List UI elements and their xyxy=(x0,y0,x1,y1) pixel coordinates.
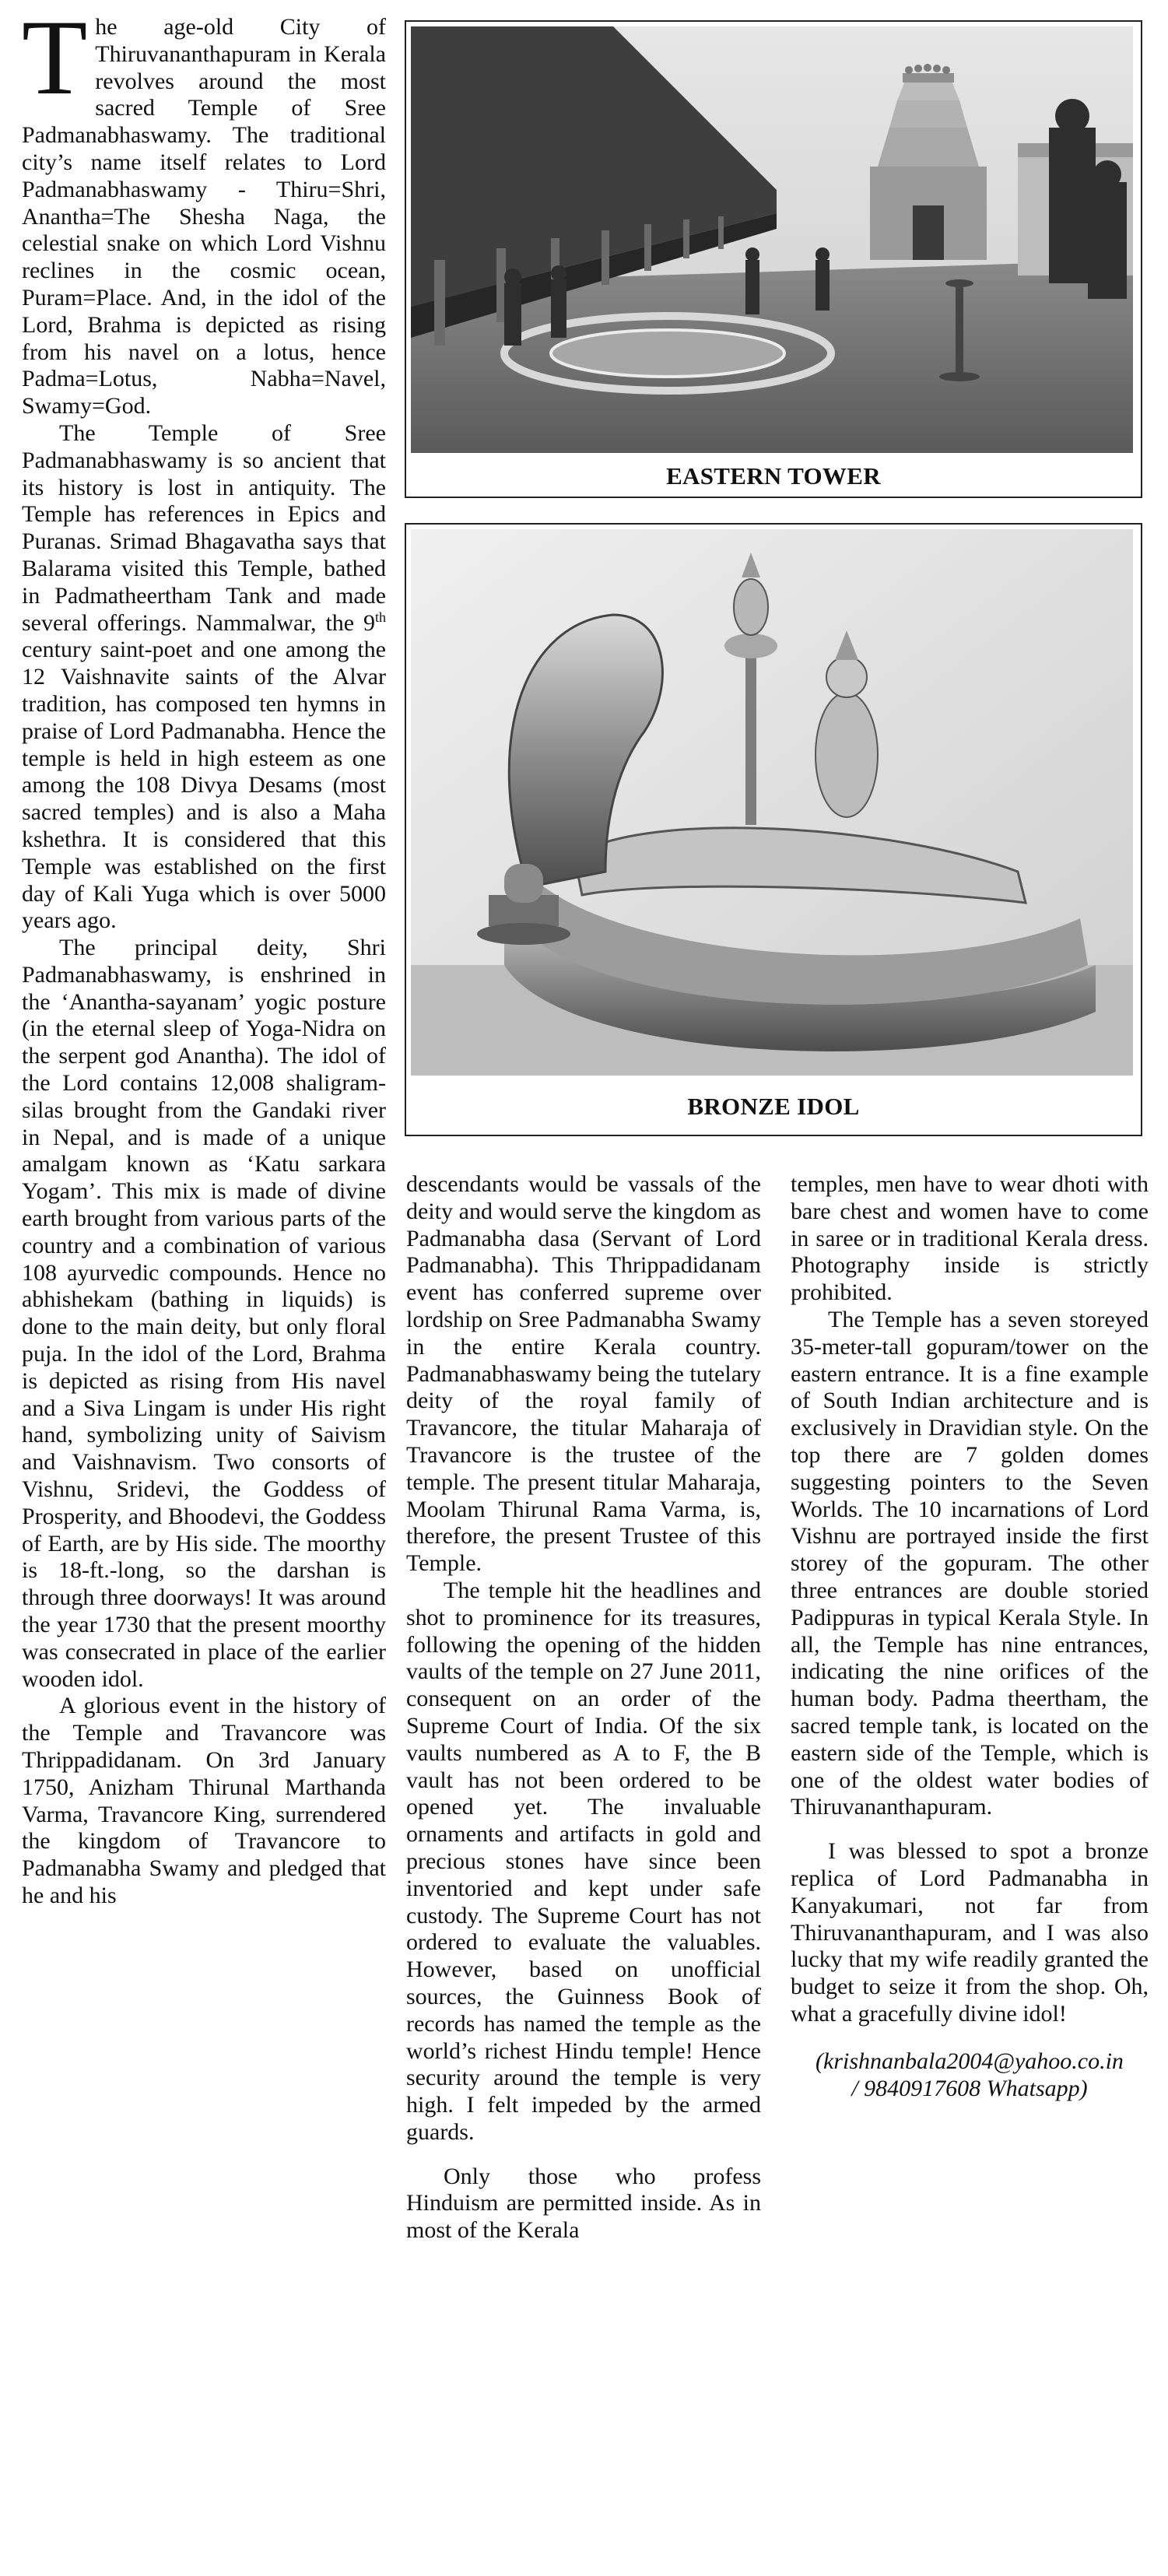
article-column-3 xyxy=(791,1171,1149,2102)
superscript-th: th xyxy=(374,609,386,625)
author-email: (krishnanbala2004@yahoo.co.in xyxy=(815,2048,1124,2074)
author-phone: / 9840917608 Whatsapp) xyxy=(851,2075,1088,2101)
paragraph-entry-rules: Only those who profess Hinduism are permitted inside. As in most of the Kerala xyxy=(406,2163,761,2244)
eastern-tower-figure xyxy=(405,20,1142,498)
paragraph-treasures: The temple hit the headlines and shot to prominence for its treasures, following the opening of the hidden vaults of the temple on 27 June 2011, consequent on an order of the Supreme Court of India. Of the six vaults numbered as A to F, the B vault has not been ordered to be opened yet. The invaluable ornaments and artifacts in gold and precious stones have since been inventoried and kept under safe custody. The Supreme Court has not ordered to evaluate the valuables. However, based on unofficial sources, the Guinness Book of records has named the temple as the world’s richest Hindu temple! Hence security around the temple is very high. I felt impeded by the armed guards. xyxy=(406,1577,761,2145)
drop-cap: T xyxy=(22,0,88,117)
eastern-tower-caption: EASTERN TOWER xyxy=(666,462,881,490)
paragraph-dress-code: temples, men have to wear dhoti with bare chest and women have to come in saree or in traditional Kerala dress. Photography inside is strictly prohibited. xyxy=(791,1171,1149,1306)
paragraph-principal-deity: The principal deity, Shri Padmanabhaswamy, is enshrined in the ‘Anantha-sayanam’ yogic posture (in the eternal sleep of Yoga-Nidra on the serpent god Anantha). The idol of the Lord contains 12,008 shaligram-silas brought from the Gandaki river in Nepal, and is made of a unique amalgam known as ‘Katu sarkara Yogam’. This mix is made of divine earth brought from various parts of the country and a combination of various 108 ayurvedic compounds. Hence no abhishekam (bathing in liquids) is done to the main deity, but only floral puja. In the idol of the Lord, Brahma is depicted as rising from His navel and a Siva Lingam is under His right hand, symbolizing unity of Saivism and Vaishnavism. Two consorts of Vishnu, Sridevi, the Goddess of Prosperity, and Bhoodevi, the Goddess of Earth, are by His side. The moorthy is 18-ft.-long, so the darshan is through three doorways! It was around the year 1730 that the present moorthy was consecrated in place of the earlier wooden idol. xyxy=(22,935,386,1692)
paragraph-antiquity-text-a: The Temple of Sree Padmanabhaswamy is so ancient that its history is lost in antiquity. The Temple has references in Epics and Puranas. Srimad Bhagavatha says that Balarama visited this Temple, bathed in Padmatheertham Tank and made several offerings. Nammalwar, the 9 xyxy=(22,419,386,636)
paragraph-gopuram: The Temple has a seven storeyed 35-meter-tall gopuram/tower on the eastern entrance. It is a fine example of South Indian architecture and is exclusively in Dravidian style. On the top there are 7 golden domes suggesting pointers to the Seven Worlds. The 10 incarnations of Lord Vishnu are portrayed inside the first storey of the gopuram. The other three entrances are double storied Padippuras in typical Kerala Style. In all, the Temple has nine entrances, indicating the nine orifices of the human body. Padma theertham, the sacred temple tank, is located on the eastern side of the Temple, which is one of the oldest water bodies of Thiruvananthapuram. xyxy=(791,1306,1149,1820)
paragraph-intro xyxy=(22,0,386,420)
paragraph-vassals: descendants would be vassals of the deity and would serve the kingdom as Padmanabha dasa (Servant of Lord Padmanabha). This Thrippadidanam event has conferred supreme over lordship on Sree Padmanabha Swamy in the entire Kerala country. Padmanabhaswamy being the tutelary deity of the royal family of Travancore, the titular Maharaja of Travancore is the trustee of the temple. The present titular Maharaja, Moolam Thirunal Rama Varma, is, therefore, the present Trustee of this Temple. xyxy=(406,1171,761,1577)
author-contact xyxy=(791,2048,1149,2103)
bronze-idol-caption: BRONZE IDOL xyxy=(687,1093,860,1120)
paragraph-intro-text: he age-old City of Thiruvananthapuram in Kerala revolves around the most sacred Temple of Sree Padmanabhaswamy. The traditional city’s name itself relates to Lord Padmanabhaswamy - Thiru=Shri, Anantha=The Shesha Naga, the celestial snake on which Lord Vishnu reclines in the cosmic ocean, Puram=Place. And, in the idol of the Lord, Brahma is depicted as rising from his navel on a lotus, hence Padma=Lotus, Nabha=Navel, Swamy=God. xyxy=(22,14,386,419)
eastern-tower-photo xyxy=(411,26,1133,453)
bronze-idol-photo xyxy=(411,529,1133,1076)
article-column-2 xyxy=(406,1171,761,2244)
paragraph-thrippadidanam: A glorious event in the history of the Temple and Travancore was Thrippadidanam. On 3rd January 1750, Anizham Thirunal Marthanda Varma, Travancore King, surrendered the kingdom of Travancore to Padmanabha Swamy and pledged that he and his xyxy=(22,1693,386,1908)
bronze-idol-figure xyxy=(405,523,1142,1136)
paragraph-bronze-replica: I was blessed to spot a bronze replica of Lord Padmanabha in Kanyakumari, not far from Thiruvananthapuram, and I was also lucky that my wife readily granted the budget to seize it from the shop. Oh, what a gracefully divine idol! xyxy=(791,1838,1149,2027)
paragraph-antiquity xyxy=(22,420,386,935)
article-column-1 xyxy=(22,0,386,1910)
paragraph-antiquity-text-b: century saint-poet and one among the 12 Vaishnavite saints of the Alvar tradition, has composed ten hymns in praise of Lord Padmanabha. Hence the temple is held in high esteem as one among the 108 Divya Desams (most sacred temples) and is also a Maha kshethra. It is considered that this Temple was established on the first day of Kali Yuga which is over 5000 years ago. xyxy=(22,637,386,934)
